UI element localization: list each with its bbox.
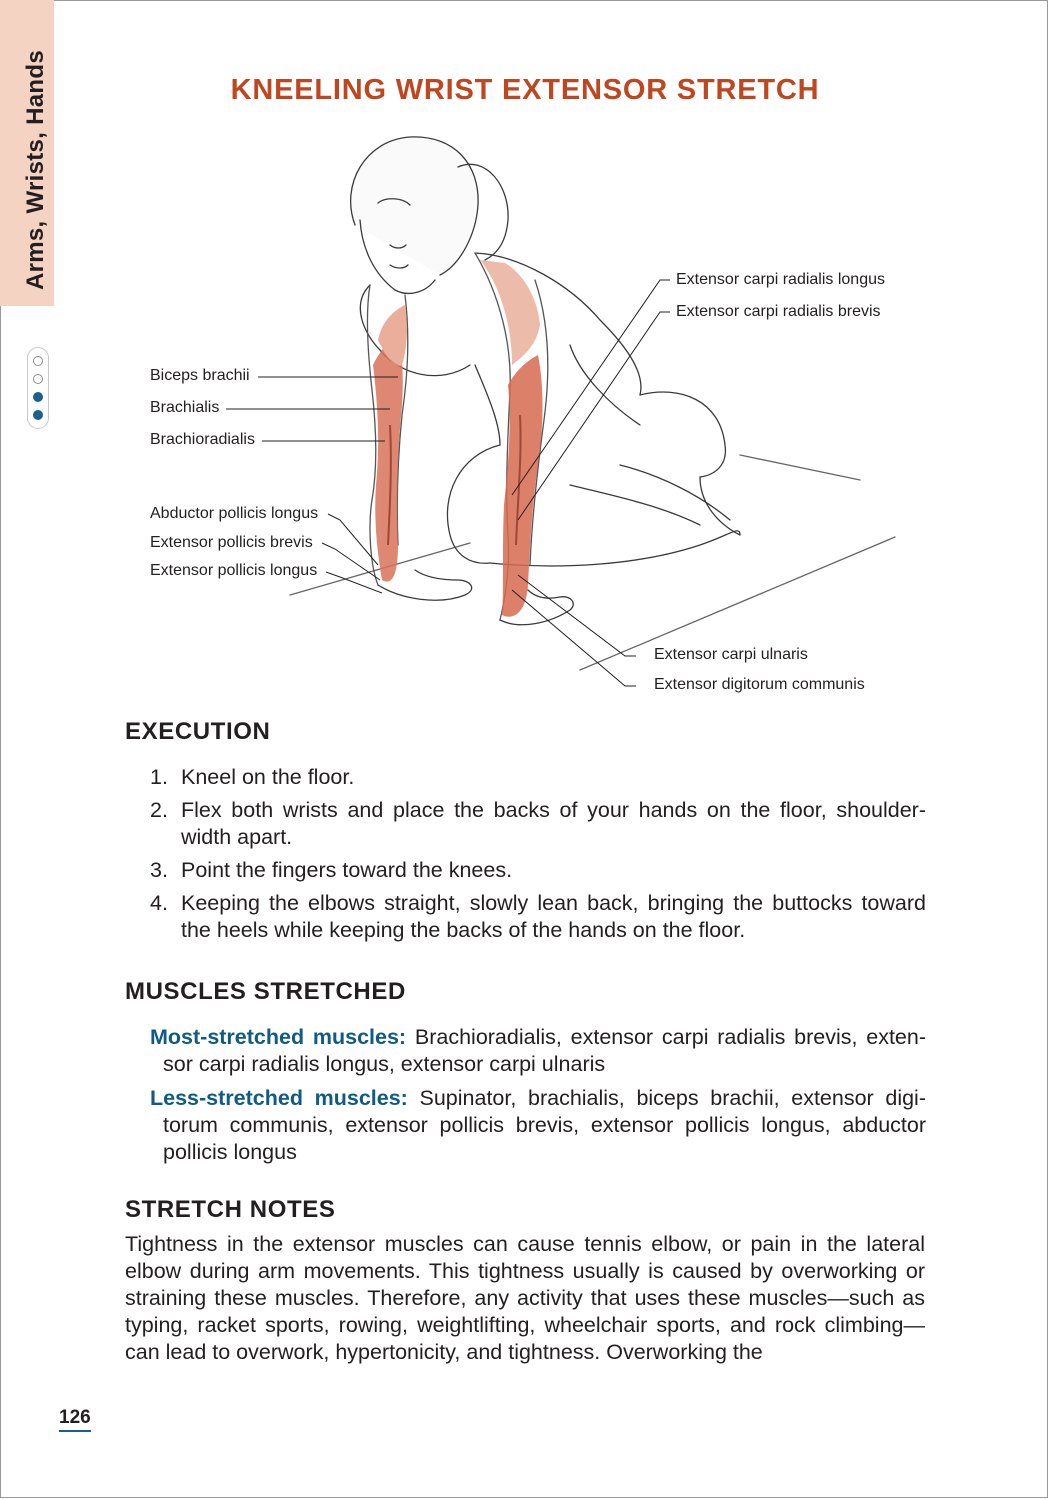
execution-steps	[150, 764, 926, 950]
less-stretched-paragraph	[150, 1085, 926, 1166]
step-number: 3.	[150, 858, 168, 882]
label-extensor-pollicis-brevis: Extensor pollicis brevis	[150, 534, 313, 551]
list-item	[150, 857, 926, 884]
notes-text: Tightness in the extensor muscles can cause tennis elbow, or pain in the lateral elbow during arm movements. This tightness usually is caused by overworking or straining these muscles. Therefore, any activity that uses these muscles—such as typing, racket sports, rowing, weightlifting, wheelchair sports, and rock climbing—can lead to overwork, hypertonicity, and tightness. Overworking the	[125, 1232, 925, 1364]
anatomy-illustration	[140, 125, 920, 705]
notes-heading: STRETCH NOTES	[125, 1196, 336, 1223]
list-item	[150, 890, 926, 944]
label-extensor-pollicis-longus: Extensor pollicis longus	[150, 562, 318, 579]
kneeling-figure-drawing	[140, 125, 920, 705]
step-number: 4.	[150, 891, 168, 915]
progress-dots	[27, 347, 49, 429]
list-item	[150, 764, 926, 791]
section-tab-label: Arms, Wrists, Hands	[22, 50, 49, 290]
progress-dot-filled-icon	[33, 410, 43, 420]
progress-dot-empty-icon	[33, 356, 43, 366]
label-abductor-pollicis-longus: Abductor pollicis longus	[150, 505, 319, 522]
step-text: Point the fingers toward the knees.	[181, 858, 513, 882]
step-number: 1.	[150, 765, 168, 789]
execution-heading: EXECUTION	[125, 718, 271, 745]
most-stretched-text: Brachioradialis, extensor carpi radialis brevis, exten-sor carpi radialis longus, extensor carpi ulnaris	[163, 1025, 926, 1076]
muscles-heading: MUSCLES STRETCHED	[125, 978, 406, 1005]
label-extensor-digitorum-communis: Extensor digitorum communis	[654, 676, 865, 693]
less-stretched-text: Supinator, brachialis, biceps brachii, extensor digi-torum communis, extensor pollicis brevis, extensor pollicis longus, abductor pollicis longus	[163, 1086, 926, 1164]
list-item	[150, 797, 926, 851]
section-tab	[0, 0, 54, 306]
step-text: Flex both wrists and place the backs of your hands on the floor, shoulder-width apart.	[181, 798, 926, 849]
most-stretched-paragraph	[150, 1024, 926, 1078]
less-stretched-label: Less-stretched muscles:	[150, 1086, 408, 1110]
page-title: KNEELING WRIST EXTENSOR STRETCH	[230, 74, 820, 106]
label-extensor-carpi-radialis-longus: Extensor carpi radialis longus	[676, 271, 885, 288]
step-text: Kneel on the floor.	[181, 765, 355, 789]
progress-dot-empty-icon	[33, 374, 43, 384]
muscles-section	[150, 1024, 926, 1173]
label-brachialis: Brachialis	[150, 399, 220, 416]
step-text: Keeping the elbows straight, slowly lean back, bringing the buttocks toward the heels while keeping the backs of the hands on the floor.	[181, 891, 926, 942]
most-stretched-label: Most-stretched muscles:	[150, 1025, 407, 1049]
page-number: 126	[59, 1407, 91, 1432]
step-number: 2.	[150, 798, 168, 822]
label-extensor-carpi-ulnaris: Extensor carpi ulnaris	[654, 646, 808, 663]
label-extensor-carpi-radialis-brevis: Extensor carpi radialis brevis	[676, 303, 881, 320]
label-brachioradialis: Brachioradialis	[150, 431, 255, 448]
progress-dot-filled-icon	[33, 392, 43, 402]
label-biceps-brachii: Biceps brachii	[150, 367, 250, 384]
